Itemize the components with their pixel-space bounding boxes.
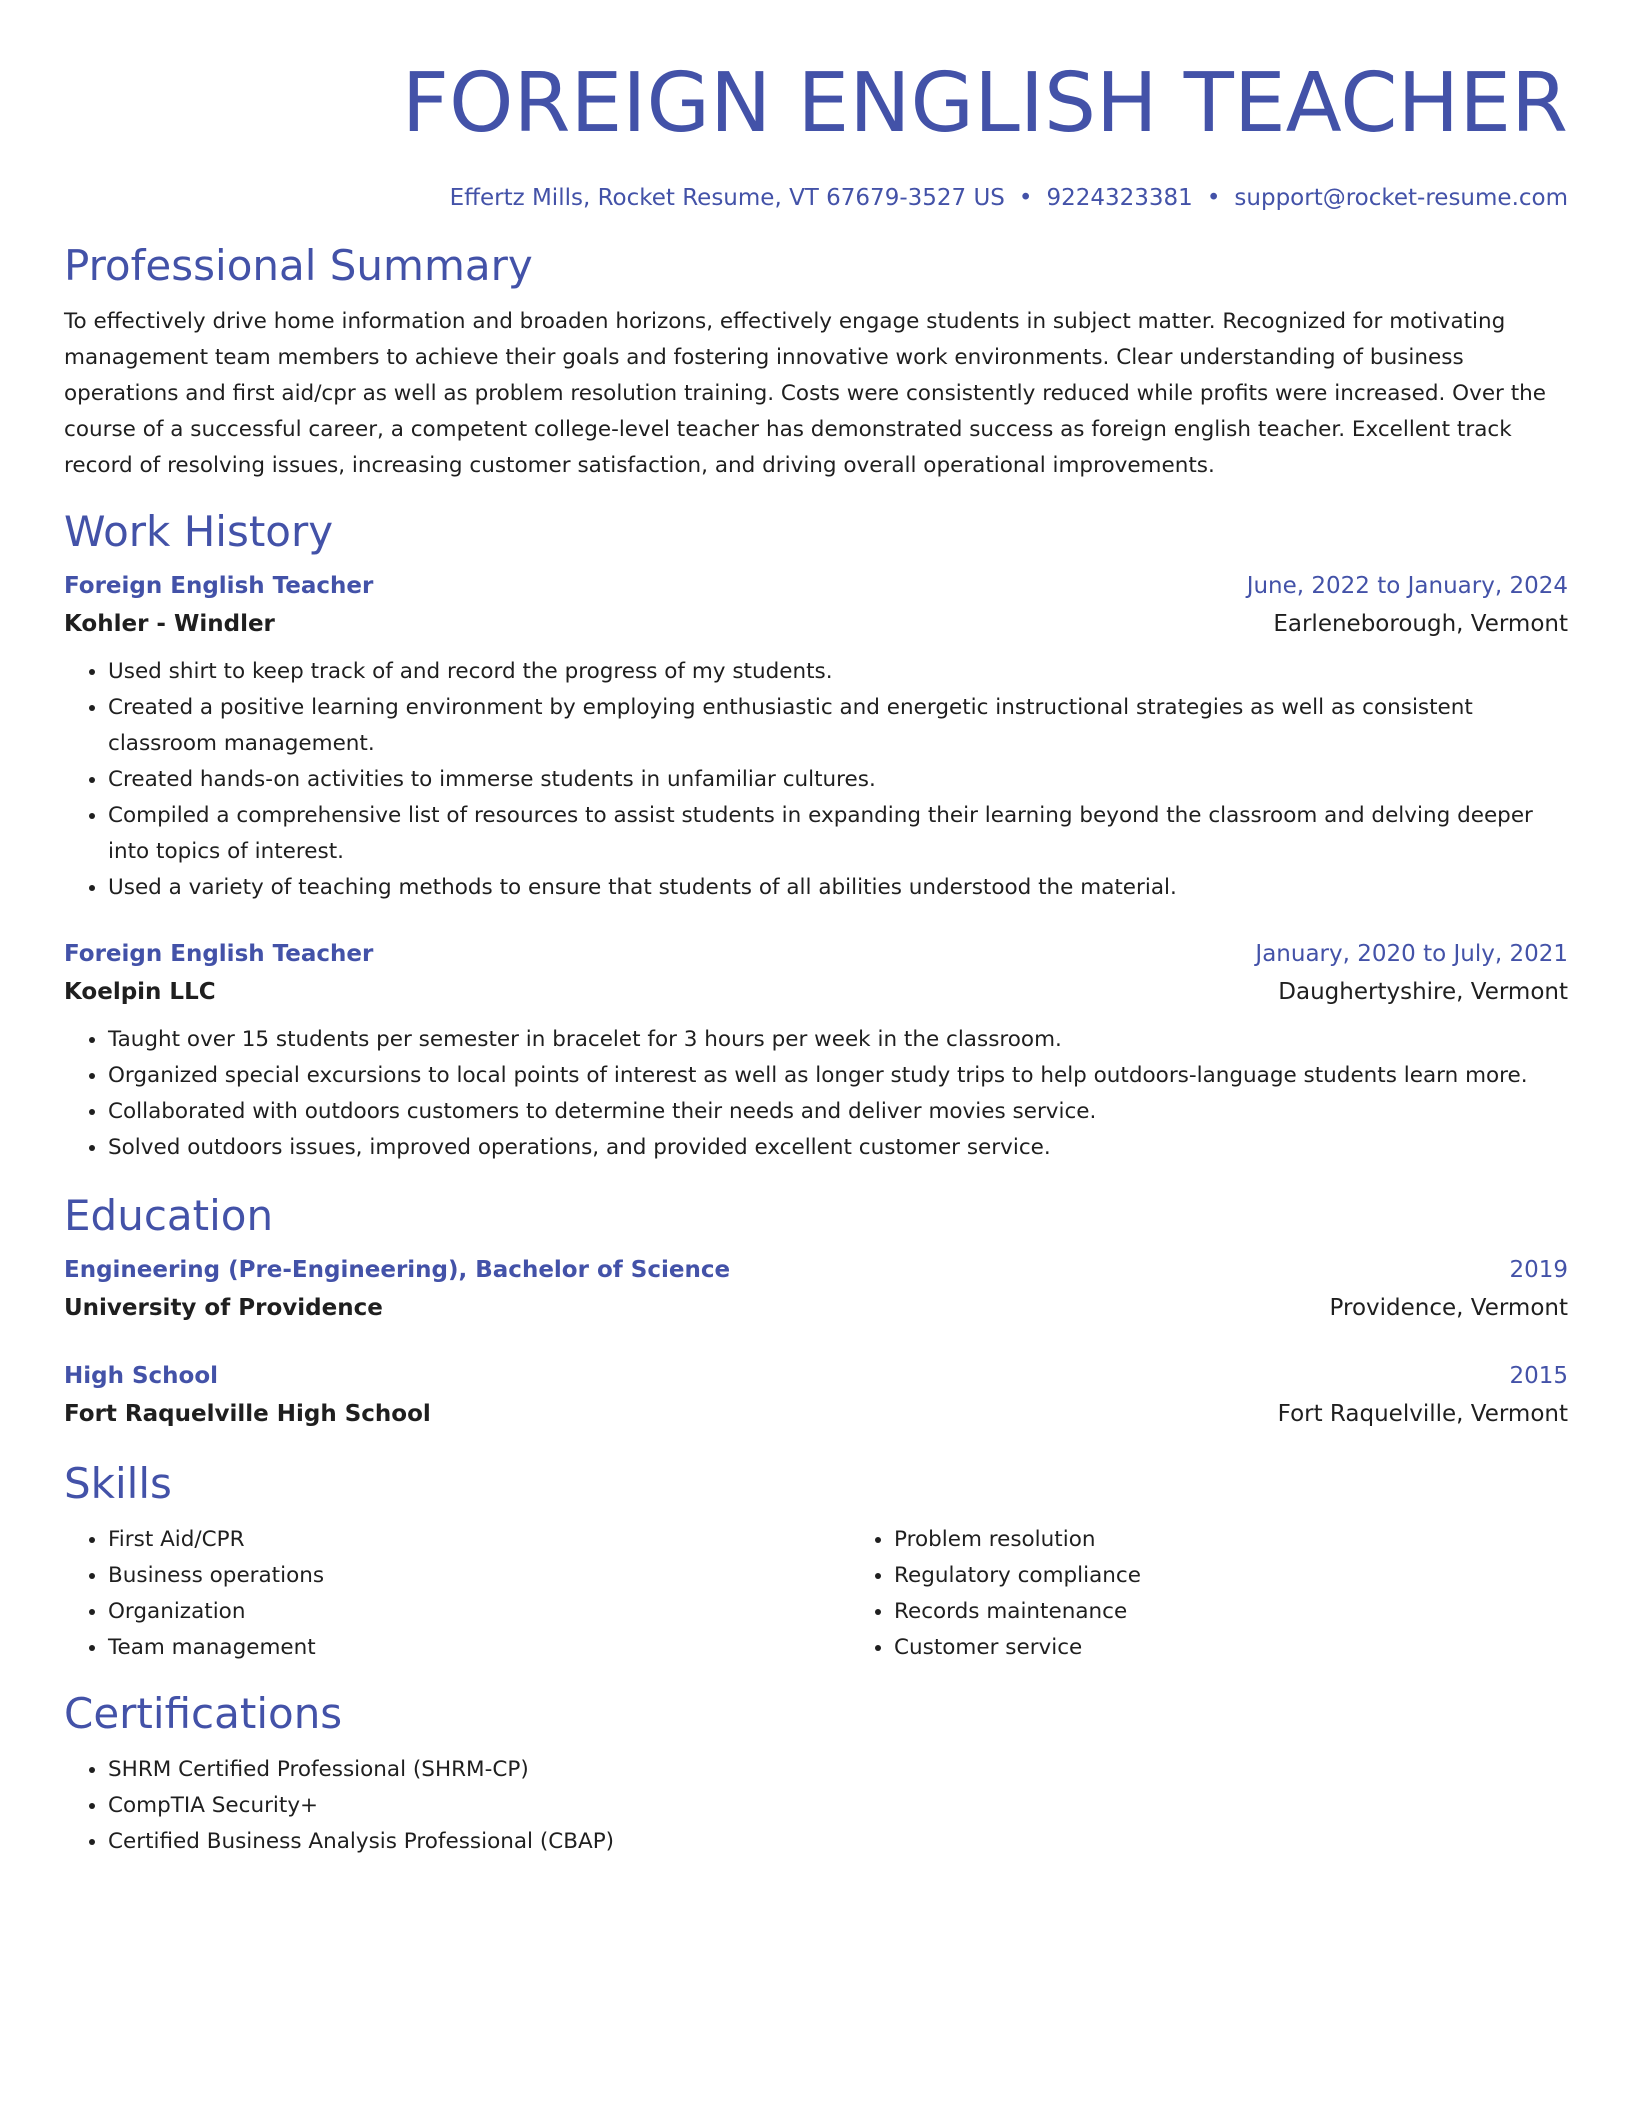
skills-list-left: [64, 1522, 850, 1666]
summary-text: To effectively drive home information and broaden horizons, effectively engage students in subject matter. Recognized for motivating management team members to achieve their goals and fostering innovative work environments. Clear understanding of business operations and first aid/cpr as well as problem resolution training. Costs were consistently reduced while profits were increased. Over the course of a successful career, a competent college-level teacher has demonstrated success as foreign english teacher. Excellent track record of resolving issues, increasing customer satisfaction, and driving overall operational improvements.: [64, 309, 1547, 478]
contact-address: Effertz Mills, Rocket Resume, VT 67679-3527 US: [449, 185, 1005, 211]
skill-item: • Organization: [108, 1594, 850, 1630]
skills-list-right: [850, 1522, 1632, 1666]
job-dates: June, 2022 to January, 2024: [1246, 573, 1568, 599]
certifications-heading: Certifications: [64, 1689, 343, 1738]
job-location: Daughertyshire, Vermont: [1278, 979, 1568, 1005]
job-subheader: [64, 972, 1568, 1012]
job-dates: January, 2020 to July, 2021: [1255, 941, 1568, 967]
job-bullet: • Organized special excursions to local points of interest as well as longer study trips to help outdoors-language students learn more.: [108, 1058, 1568, 1094]
job-bullet: • Created a positive learning environment by employing enthusiastic and energetic instructional strategies as well as consistent classroom management.: [108, 690, 1568, 762]
education-heading: Education: [64, 1191, 274, 1240]
job-bullet: • Used shirt to keep track of and record the progress of my students.: [108, 654, 1568, 690]
job-entry: [64, 936, 1568, 1166]
education-school: University of Providence: [64, 1295, 383, 1321]
education-degree: High School: [64, 1363, 219, 1389]
education-degree: Engineering (Pre-Engineering), Bachelor of Science: [64, 1257, 731, 1283]
skill-item: • First Aid/CPR: [108, 1522, 850, 1558]
skill-item: • Problem resolution: [894, 1522, 1632, 1558]
job-subheader: [64, 604, 1568, 644]
job-company: Kohler - Windler: [64, 611, 275, 637]
resume-name: FOREIGN ENGLISH TEACHER: [401, 56, 1568, 151]
education-entry: [64, 1252, 1568, 1328]
job-bullet: • Used a variety of teaching methods to ensure that students of all abilities understood the material.: [108, 870, 1568, 906]
job-header: [64, 568, 1568, 604]
skill-item: • Team management: [108, 1630, 850, 1666]
education-header: [64, 1252, 1568, 1288]
job-bullet: • Created hands-on activities to immerse students in unfamiliar cultures.: [108, 762, 1568, 798]
skill-item: • Records maintenance: [894, 1594, 1632, 1630]
resume-page: [64, 56, 1568, 1860]
skill-item: • Customer service: [894, 1630, 1632, 1666]
job-bullet: • Compiled a comprehensive list of resources to assist students in expanding their learning beyond the classroom and delving deeper into topics of interest.: [108, 798, 1568, 870]
education-year: 2019: [1509, 1257, 1568, 1283]
contact-phone: 9224323381: [1046, 185, 1193, 211]
contact-separator: •: [1206, 185, 1221, 211]
job-company: Koelpin LLC: [64, 979, 216, 1005]
job-bullets: [64, 1022, 1568, 1166]
education-subheader: [64, 1288, 1568, 1328]
summary-heading: Professional Summary: [64, 241, 533, 290]
certification-item: • Certified Business Analysis Professional (CBAP): [108, 1824, 1568, 1860]
contact-line: [64, 182, 1568, 214]
job-bullet: • Taught over 15 students per semester in bracelet for 3 hours per week in the classroom.: [108, 1022, 1568, 1058]
education-location: Fort Raquelville, Vermont: [1277, 1401, 1568, 1427]
job-bullets: [64, 654, 1568, 906]
skill-item: • Business operations: [108, 1558, 850, 1594]
certifications-list: [64, 1752, 1568, 1860]
job-title: Foreign English Teacher: [64, 573, 374, 599]
work-history-heading: Work History: [64, 507, 334, 556]
job-bullet: • Collaborated with outdoors customers to determine their needs and deliver movies service.: [108, 1094, 1568, 1130]
job-header: [64, 936, 1568, 972]
skill-item: • Regulatory compliance: [894, 1558, 1632, 1594]
skills-columns: [64, 1522, 1568, 1666]
job-entry: [64, 568, 1568, 906]
education-entry: [64, 1358, 1568, 1434]
skills-heading: Skills: [64, 1459, 172, 1508]
contact-email: support@rocket-resume.com: [1234, 185, 1568, 211]
education-location: Providence, Vermont: [1329, 1295, 1568, 1321]
education-school: Fort Raquelville High School: [64, 1401, 431, 1427]
job-location: Earleneborough, Vermont: [1273, 611, 1568, 637]
contact-separator: •: [1018, 185, 1033, 211]
certification-item: • SHRM Certified Professional (SHRM-CP): [108, 1752, 1568, 1788]
certification-item: • CompTIA Security+: [108, 1788, 1568, 1824]
job-bullet: • Solved outdoors issues, improved operations, and provided excellent customer service.: [108, 1130, 1568, 1166]
education-header: [64, 1358, 1568, 1394]
education-subheader: [64, 1394, 1568, 1434]
education-year: 2015: [1509, 1363, 1568, 1389]
job-title: Foreign English Teacher: [64, 941, 374, 967]
